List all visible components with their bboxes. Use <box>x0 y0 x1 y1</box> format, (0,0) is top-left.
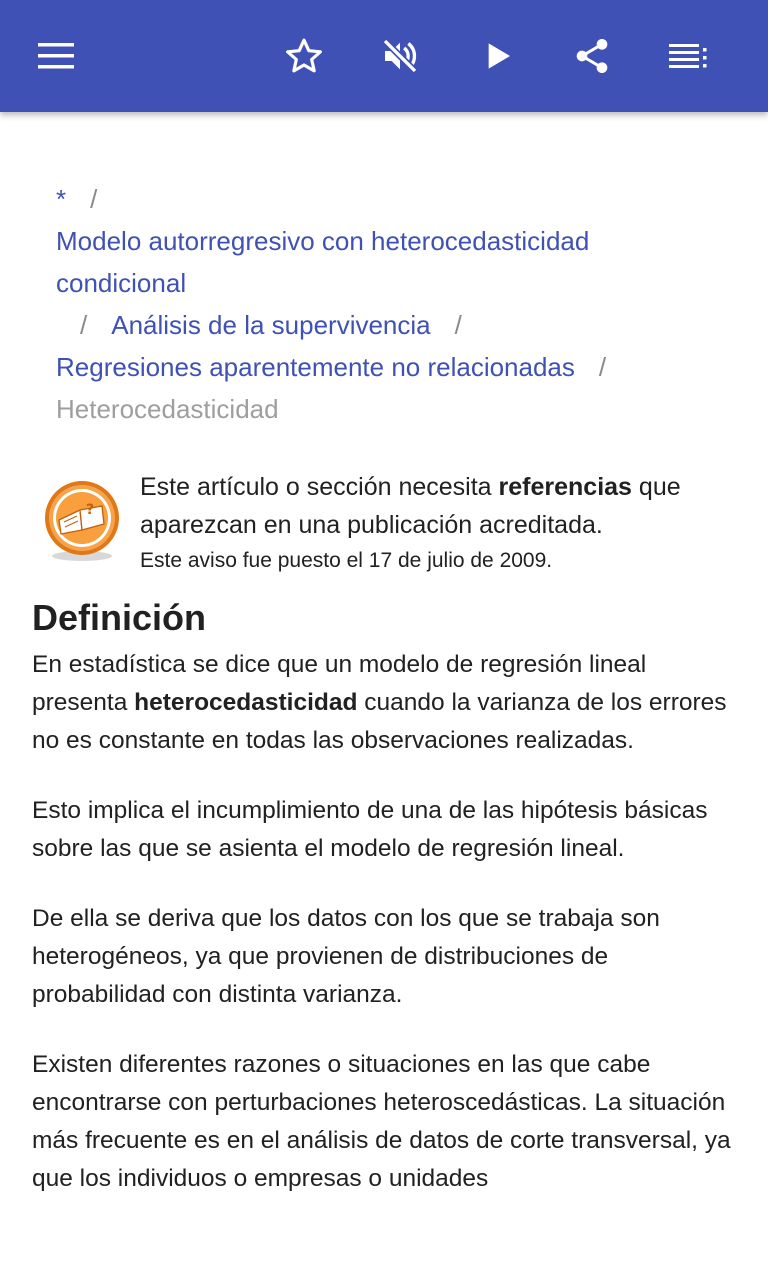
paragraph-text: En estadística se dice que un modelo de regresión lineal presenta <box>32 651 647 716</box>
paragraph-text: cuando la varianza de los errores no es constante en todas las observaciones realizadas. <box>32 689 727 754</box>
menu-icon <box>38 43 74 69</box>
breadcrumb-separator: / <box>90 184 98 214</box>
paragraph: Esto implica el incumplimiento de una de las hipótesis básicas sobre las que se asienta el modelo de regresión lineal. <box>32 797 708 862</box>
paragraph-bold-term: heterocedasticidad <box>134 689 358 716</box>
book-question-icon <box>42 480 122 564</box>
paragraph: De ella se deriva que los datos con los que se trabaja son heterogéneos, ya que provienen de distribuciones de probabilidad con distinta varianza. <box>32 905 660 1008</box>
references-notice <box>32 468 732 588</box>
breadcrumb-separator: / <box>80 310 88 340</box>
volume-off-icon <box>380 36 420 76</box>
notice-text-bold: referencias <box>498 473 632 501</box>
notice-date: Este aviso fue puesto el 17 de julio de 2009. <box>140 549 553 572</box>
breadcrumb-item[interactable]: Modelo autorregresivo con heterocedasticidad condicional <box>56 226 590 298</box>
menu-button[interactable] <box>28 28 84 84</box>
paragraph: Existen diferentes razones o situaciones en las que cabe encontrarse con perturbaciones heteroscedásticas. La situación más frecuente es en el análisis de datos de corte transversal, ya que los individuos o empresas o unidades <box>32 1051 731 1192</box>
breadcrumb-root[interactable]: * <box>56 184 67 214</box>
paragraph <box>32 646 732 760</box>
star-outline-icon <box>284 36 324 76</box>
breadcrumb <box>56 178 696 430</box>
notice-text <box>140 468 740 576</box>
table-of-contents-button[interactable] <box>660 28 716 84</box>
article-content <box>0 112 768 1280</box>
notice-text-start: Este artículo o sección necesita <box>140 473 499 501</box>
breadcrumb-item[interactable]: Regresiones aparentemente no relacionadas <box>56 352 575 382</box>
mute-button[interactable] <box>372 28 428 84</box>
play-icon <box>482 40 514 72</box>
favorite-button[interactable] <box>276 28 332 84</box>
share-icon <box>572 36 612 76</box>
article-body <box>32 646 732 1230</box>
play-button[interactable] <box>470 28 526 84</box>
breadcrumb-item[interactable]: Análisis de la supervivencia <box>111 310 431 340</box>
breadcrumb-current: Heterocedasticidad <box>56 394 279 424</box>
notice-text-end: que aparezcan en una publicación acreditada. <box>140 473 681 539</box>
breadcrumb-separator: / <box>598 352 607 382</box>
app-toolbar <box>0 0 768 112</box>
section-heading: Definición <box>32 597 207 638</box>
share-button[interactable] <box>564 28 620 84</box>
playlist-icon <box>669 44 707 68</box>
svg-text:?: ? <box>86 502 95 518</box>
breadcrumb-separator: / <box>454 310 462 340</box>
